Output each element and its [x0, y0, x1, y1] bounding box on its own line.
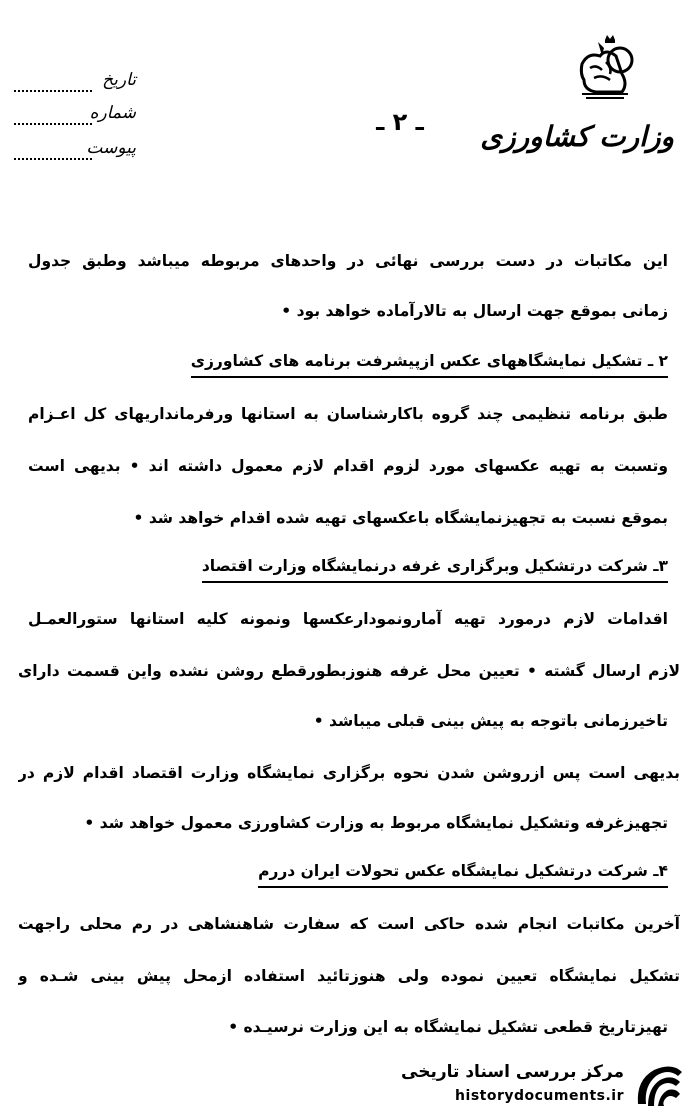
- archive-watermark: [401, 1058, 694, 1114]
- body-line: تاخیرزمانی باتوجه به پیش بینی قبلی میباشد •: [313, 712, 668, 730]
- watermark-url: historydocuments.ir: [455, 1088, 624, 1104]
- body-line: تشکیل نمایشگاه تعیین نموده ولی هنوزتائید استفاده ازمحل پیش بینی شـده و: [18, 967, 680, 985]
- body-line: آخرین مکاتبات انجام شده حاکی است که سفارت شاهنشاهی در رم محلی راجهت: [18, 915, 680, 933]
- ministry-name: وزارت کشاورزی: [480, 120, 674, 153]
- number-dotted-line: [14, 123, 92, 125]
- attachment-field: [10, 138, 140, 168]
- body-line: بدیهی است پس ازروشن شدن نحوه برگزاری نمایشگاه وزارت اقتصاد اقدام لازم در: [18, 764, 680, 782]
- lion-and-sun-emblem-icon: [576, 34, 644, 106]
- date-dotted-line: [14, 90, 92, 92]
- body-line: تهیزتاریخ قطعی تشکیل نمایشگاه به این وزارت نرسیـده •: [228, 1018, 668, 1036]
- number-label: شماره: [89, 103, 136, 123]
- attachment-dotted-line: [14, 158, 92, 160]
- watermark-name: مرکز بررسی اسناد تاریخی: [401, 1062, 624, 1082]
- attachment-label: پیوست: [86, 138, 136, 158]
- body-line: طبق برنامه تنظیمی چند گروه باکارشناسان به استانها ورفرمانداریهای کل اعـزام: [28, 405, 668, 423]
- section-heading-4: ۴ـ شرکت درتشکیل نمایشگاه عکس تحولات ایران دررم: [258, 860, 668, 888]
- section-heading-2: ۲ ـ تشکیل نمایشگاههای عکس ازپیشرفت برنامه های کشاورزی: [191, 350, 668, 378]
- date-field: [10, 70, 140, 100]
- body-line: بموقع نسبت به تجهیزنمایشگاه باعکسهای تهیه شده اقدام خواهد شد •: [133, 509, 668, 527]
- body-line: این مکاتبات در دست بررسی نهائی در واحدهای مربوطه میباشد وطبق جدول: [28, 252, 668, 270]
- archive-logo-icon: [632, 1060, 688, 1112]
- section-heading-3: ۳ـ شرکت درتشکیل وبرگزاری غرفه درنمایشگاه وزارت اقتصاد: [202, 555, 668, 583]
- body-line: تجهیزغرفه وتشکیل نمایشگاه مربوط به وزارت کشاورزی معمول خواهد شد •: [84, 814, 668, 832]
- body-line: لازم ارسال گشته • تعیین محل غرفه هنوزبطورقطع روشن نشده واین قسمت دارای: [18, 662, 680, 680]
- number-field: [10, 103, 140, 133]
- date-label: تاریخ: [102, 70, 136, 90]
- page-number: ـ ۲ ـ: [376, 108, 424, 136]
- body-line: زمانی بموقع جهت ارسال به تالارآماده خواهد بود •: [281, 302, 668, 320]
- body-line: اقدامات لازم درمورد تهیه آمارونمودارعکسها ونمونه کلیه استانها ستورالعمـل: [28, 610, 668, 628]
- body-line: وتسبت به تهیه عکسهای مورد لزوم اقدام لازم معمول داشته اند • بدیهی است: [28, 457, 668, 475]
